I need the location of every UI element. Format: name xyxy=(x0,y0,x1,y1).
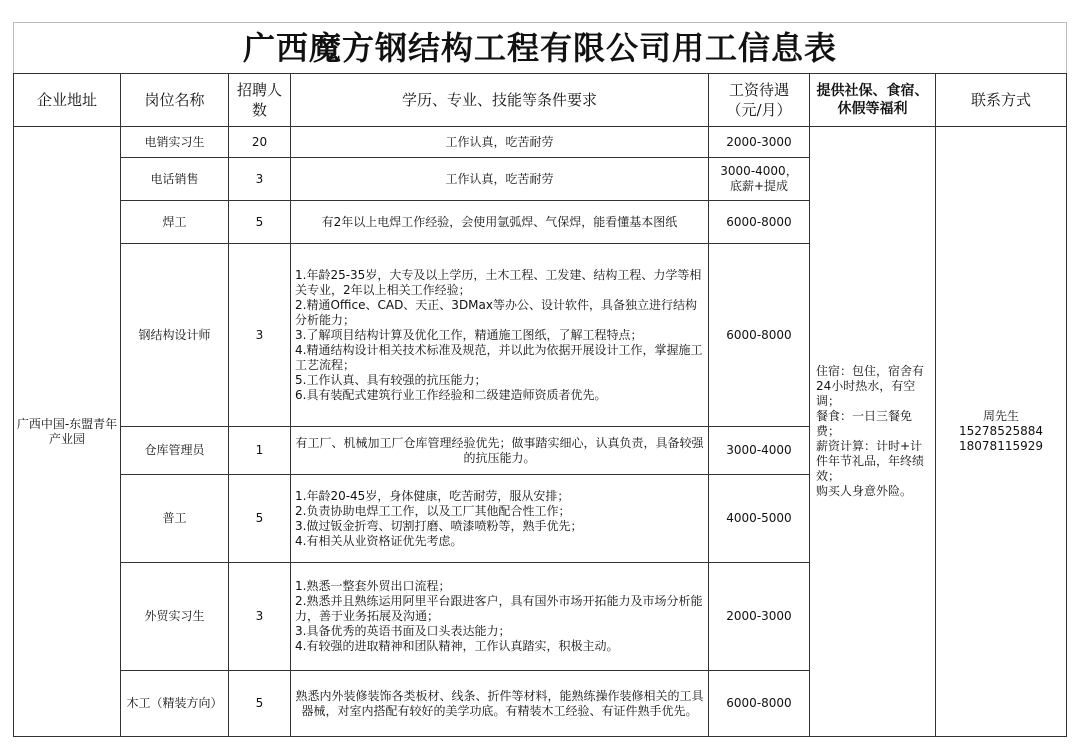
requirements-cell: 1.年龄25-35岁，大专及以上学历，土木工程、工发建、结构工程、力学等相关专业，2年以上相关工作经验； 2.精通Office、CAD、天正、3DMax等办公、设计软件，具备独立进行结构分析能力； 3.了解项目结构计算及优化工作，精通施工图纸，了解工程特点； 4.精通结构设计相关技术标准及规范，并以此为依据开展设计工作，掌握施工工艺流程； 5.工作认真、具有较强的抗压能力； 6.具有装配式建筑行业工作经验和二级建造师资质者优先。 xyxy=(291,244,709,427)
table-row xyxy=(14,127,1067,158)
requirements-cell: 工作认真，吃苦耐劳 xyxy=(291,158,709,201)
contact-cell: 周先生 15278525884 18078115929 xyxy=(936,127,1067,737)
salary-cell: 3000-4000 xyxy=(709,427,810,475)
requirements-cell: 1.年龄20-45岁，身体健康，吃苦耐劳，服从安排； 2.负责协助电焊工工作，以及工厂其他配合性工作； 3.做过钣金折弯、切割打磨、喷漆喷粉等，熟手优先； 4.有相关从业资格证优先考虑。 xyxy=(291,475,709,563)
header-address: 企业地址 xyxy=(14,74,121,127)
benefits-cell: 住宿：包住，宿舍有24小时热水，有空调； 餐食：一日三餐免费； 薪资计算：计时+计件年节礼品，年终绩效； 购买人身意外险。 xyxy=(810,127,936,737)
position-cell: 钢结构设计师 xyxy=(121,244,229,427)
count-cell: 3 xyxy=(229,244,291,427)
requirements-cell: 有2年以上电焊工作经验，会使用氩弧焊、气保焊，能看懂基本图纸 xyxy=(291,201,709,244)
position-cell: 焊工 xyxy=(121,201,229,244)
requirements-cell: 1.熟悉一整套外贸出口流程； 2.熟悉并且熟练运用阿里平台跟进客户，具有国外市场开拓能力及市场分析能力，善于业务拓展及沟通； 3.具备优秀的英语书面及口头表达能力； 4.有较强的进取精神和团队精神，工作认真踏实，积极主动。 xyxy=(291,563,709,671)
count-cell: 20 xyxy=(229,127,291,158)
header-row xyxy=(14,74,1067,127)
count-cell: 3 xyxy=(229,563,291,671)
count-cell: 5 xyxy=(229,671,291,737)
position-cell: 外贸实习生 xyxy=(121,563,229,671)
salary-cell: 6000-8000 xyxy=(709,244,810,427)
salary-cell: 6000-8000 xyxy=(709,671,810,737)
requirements-cell: 熟悉内外装修装饰各类板材、线条、折件等材料，能熟练操作装修相关的工具器械，对室内搭配有较好的美学功底。有精装木工经验、有证件熟手优先。 xyxy=(291,671,709,737)
header-salary: 工资待遇（元/月） xyxy=(709,74,810,127)
salary-cell: 6000-8000 xyxy=(709,201,810,244)
count-cell: 5 xyxy=(229,201,291,244)
position-cell: 电销实习生 xyxy=(121,127,229,158)
recruitment-sheet xyxy=(13,22,1066,742)
salary-cell: 4000-5000 xyxy=(709,475,810,563)
count-cell: 5 xyxy=(229,475,291,563)
salary-cell: 2000-3000 xyxy=(709,127,810,158)
position-cell: 电话销售 xyxy=(121,158,229,201)
address-cell: 广西中国-东盟青年产业园 xyxy=(14,127,121,737)
requirements-cell: 工作认真，吃苦耐劳 xyxy=(291,127,709,158)
header-count: 招聘人数 xyxy=(229,74,291,127)
header-contact: 联系方式 xyxy=(936,74,1067,127)
header-requirements: 学历、专业、技能等条件要求 xyxy=(291,74,709,127)
position-cell: 仓库管理员 xyxy=(121,427,229,475)
page-title: 广西魔方钢结构工程有限公司用工信息表 xyxy=(14,23,1067,74)
header-benefits: 提供社保、食宿、休假等福利 xyxy=(810,74,936,127)
recruitment-table xyxy=(13,22,1067,737)
count-cell: 3 xyxy=(229,158,291,201)
count-cell: 1 xyxy=(229,427,291,475)
salary-cell: 3000-4000， 底薪+提成 xyxy=(709,158,810,201)
position-cell: 木工（精装方向） xyxy=(121,671,229,737)
requirements-cell: 有工厂、机械加工厂仓库管理经验优先；做事踏实细心，认真负责，具备较强的抗压能力。 xyxy=(291,427,709,475)
position-cell: 普工 xyxy=(121,475,229,563)
salary-cell: 2000-3000 xyxy=(709,563,810,671)
header-position: 岗位名称 xyxy=(121,74,229,127)
